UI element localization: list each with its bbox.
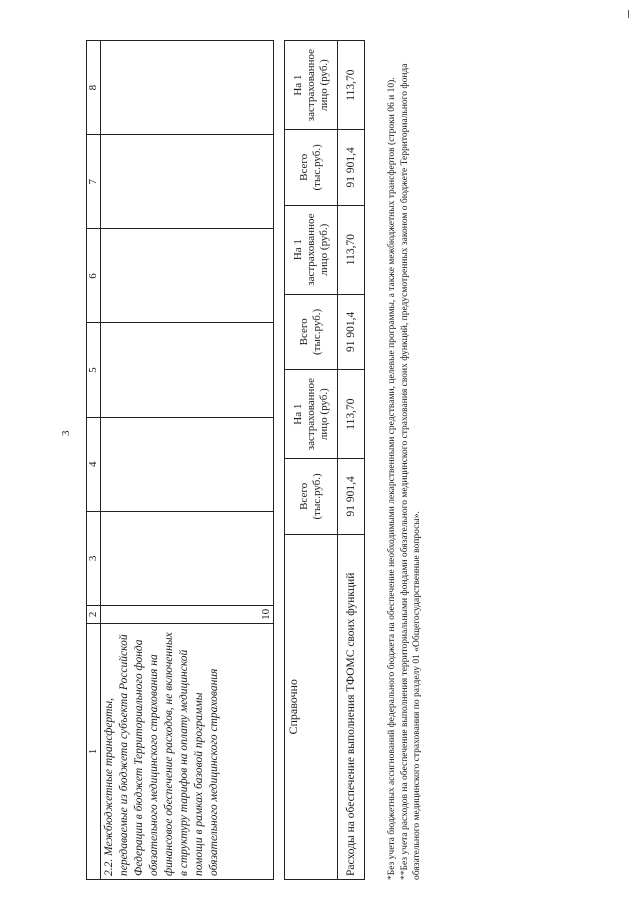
- value-per-person-3: 113,70: [338, 41, 365, 130]
- header-col-5: 5: [87, 323, 101, 417]
- value-per-person-2: 113,70: [338, 205, 365, 294]
- reference-row-label: Расходы на обеспечение выполнения ТФОМС своих функций: [338, 534, 365, 879]
- header-col-3: 3: [87, 511, 101, 605]
- value-per-person-1: 113,70: [338, 370, 365, 459]
- col-per-person-3: На 1 застрахованное лицо (руб.): [285, 41, 338, 130]
- cell-col-7: [101, 135, 274, 229]
- header-row: [87, 41, 101, 880]
- footnote-2: **Без учета расходов на обеспечение выполнения территориальными фондами обязательного медицинского страхования своих функций, предусмотренных законом о бюджете Территориального фонда обязательного медицинского страхования по разделу 01 «Общегосударственные вопросы».: [399, 63, 422, 880]
- row-number: 10: [101, 605, 274, 623]
- col-per-person-1: На 1 застрахованное лицо (руб.): [285, 370, 338, 459]
- header-col-7: 7: [87, 135, 101, 229]
- col-total-3: Всего (тыс.руб.): [285, 130, 338, 205]
- footnote-1: *Без учета бюджетных ассигнований федерального бюджета на обеспечение необходимыми лекарственными средствами, целевые программы, а также межбюджетных трансфертов (строки 06 и 10).: [387, 77, 397, 880]
- cell-col-8: [101, 41, 274, 135]
- header-col-6: 6: [87, 229, 101, 323]
- col-total-2: Всего (тыс.руб.): [285, 294, 338, 369]
- page-number: 3: [60, 430, 72, 436]
- table-row: [101, 41, 274, 880]
- main-table: [86, 40, 274, 880]
- value-total-3: 91 901,4: [338, 130, 365, 205]
- header-col-1: 1: [87, 623, 101, 879]
- corner-mark: [628, 10, 635, 18]
- rotated-sheet: [86, 20, 556, 880]
- row-description: 2.2. Межбюджетные трансферты, передаваемые из бюджета субъекта Российской Федерации в бюджет Территориального фонда обязательного медицинского страхования на финансовое обеспечение расходов, не включенных в структуру тарифов на оплату медицинской помощи в рамках базовой программы обязательного медицинского страхования: [101, 623, 274, 879]
- value-total-1: 91 901,4: [338, 459, 365, 534]
- col-total-1: Всего (тыс.руб.): [285, 459, 338, 534]
- reference-values-row: [338, 41, 365, 880]
- cell-col-5: [101, 323, 274, 417]
- value-total-2: 91 901,4: [338, 294, 365, 369]
- footnotes: [386, 40, 424, 880]
- cell-col-4: [101, 417, 274, 511]
- header-col-2: 2: [87, 605, 101, 623]
- cell-col-6: [101, 229, 274, 323]
- cell-col-3: [101, 511, 274, 605]
- reference-label-header: Справочно: [285, 534, 338, 879]
- header-col-8: 8: [87, 41, 101, 135]
- reference-table: [284, 40, 365, 880]
- reference-header-row: [285, 41, 338, 880]
- col-per-person-2: На 1 застрахованное лицо (руб.): [285, 205, 338, 294]
- header-col-4: 4: [87, 417, 101, 511]
